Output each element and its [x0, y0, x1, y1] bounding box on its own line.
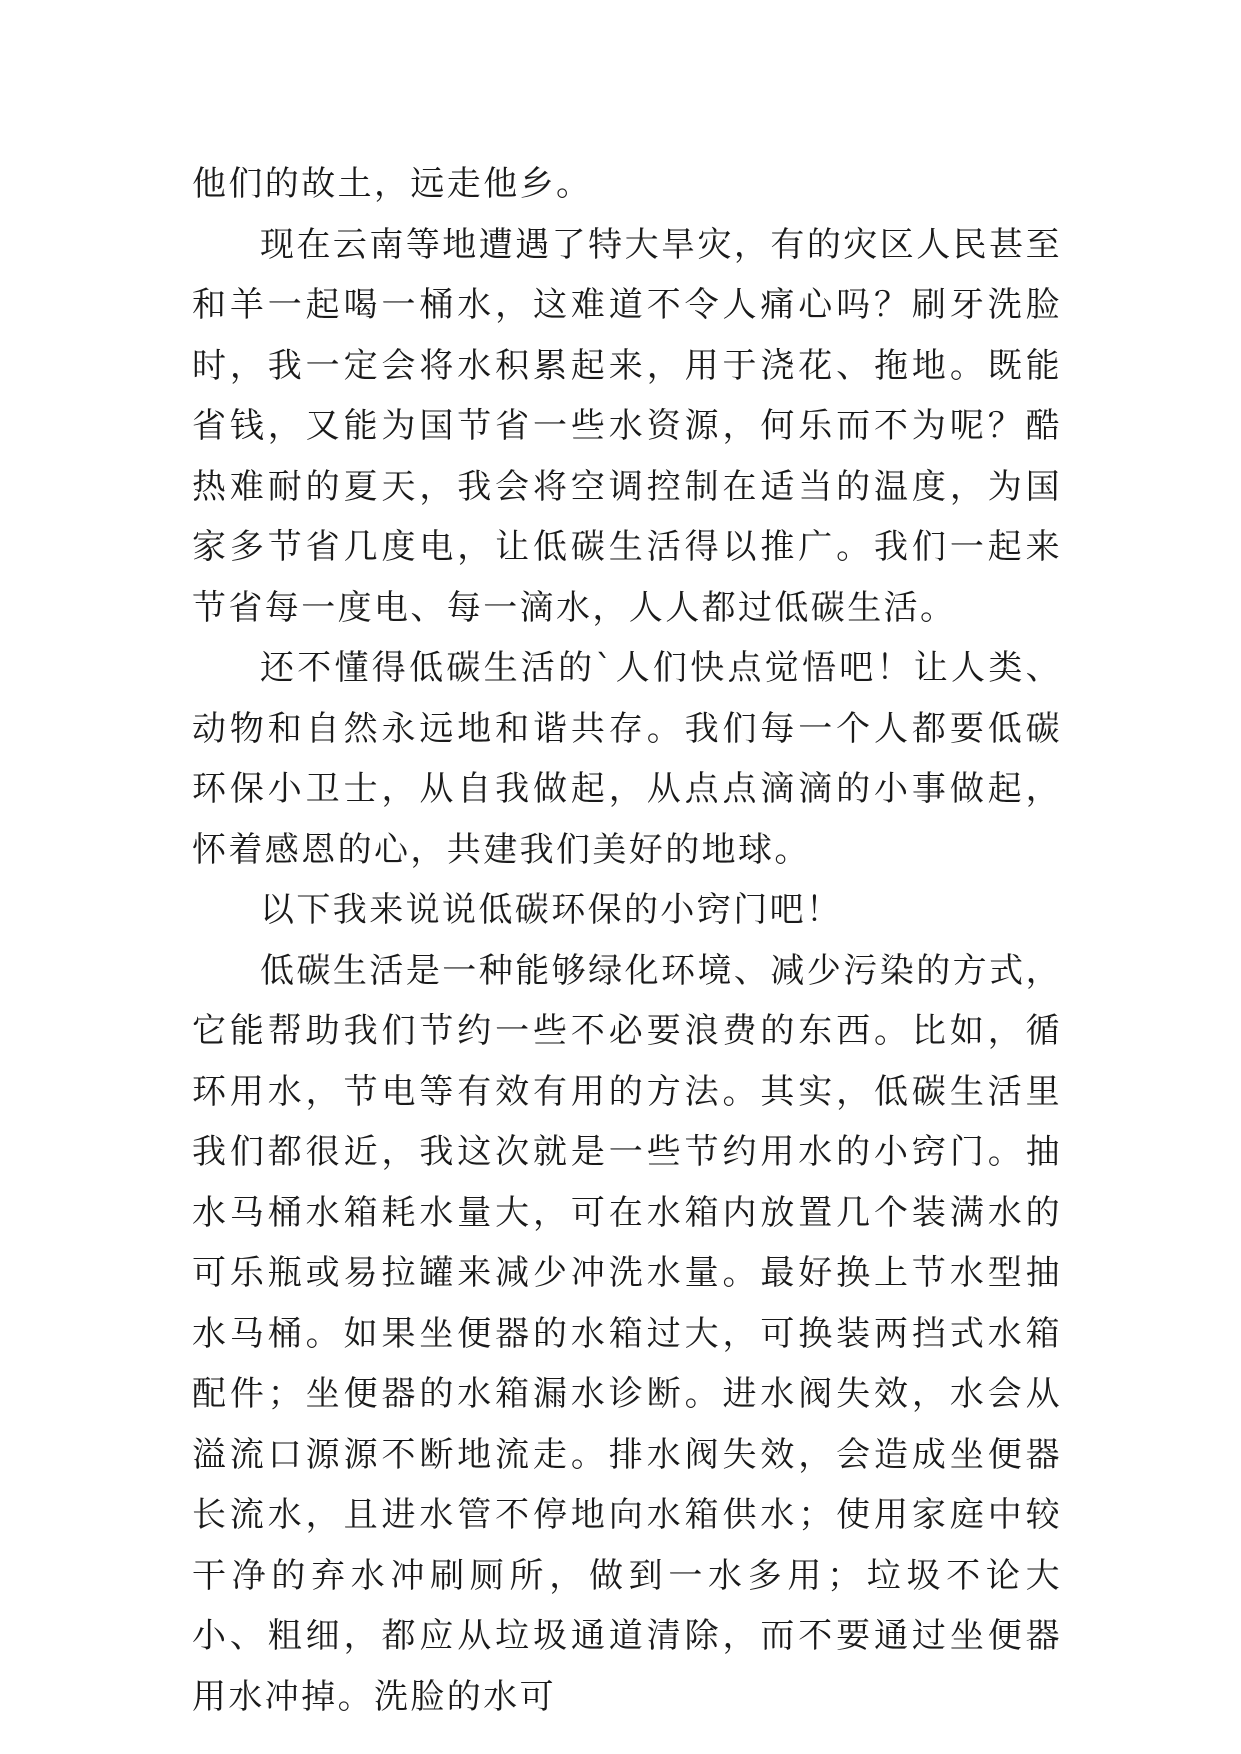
document-body [192, 154, 1062, 1727]
paragraph-continuation: 他们的故土，远走他乡。 [192, 164, 593, 204]
paragraph-water-saving-tips: 低碳生活是一种能够绿化环境、减少污染的方式，它能帮助我们节约一些不必要浪费的东西。比如，循环用水，节电等有效有用的方法。其实，低碳生活里我们都很近，我这次就是一些节约用水的小窍门。抽水马桶水箱耗水量大，可在水箱内放置几个装满水的可乐瓶或易拉罐来减少冲洗水量。最好换上节水型抽水马桶。如果坐便器的水箱过大，可换装两挡式水箱配件；坐便器的水箱漏水诊断。进水阀失效，水会从溢流口源源不断地流走。排水阀失效，会造成坐便器长流水，且进水管不停地向水箱供水；使用家庭中较干净的弃水冲刷厕所，做到一水多用；垃圾不论大小、粗细，都应从垃圾通道清除，而不要通过坐便器用水冲掉。洗脸的水可 [192, 950, 1062, 1717]
paragraph-tips-intro: 以下我来说说低碳环保的小窍门吧！ [260, 890, 843, 930]
paragraph-awakening: 还不懂得低碳生活的`人们快点觉悟吧！让人类、动物和自然永远地和谐共存。我们每一个人都要低碳环保小卫士，从自我做起，从点点滴滴的小事做起，怀着感恩的心，共建我们美好的地球。 [192, 648, 1062, 870]
paragraph-drought: 现在云南等地遭遇了特大旱灾，有的灾区人民甚至和羊一起喝一桶水，这难道不令人痛心吗？刷牙洗脸时，我一定会将水积累起来，用于浇花、拖地。既能省钱，又能为国节省一些水资源，何乐而不为呢？酷热难耐的夏天，我会将空调控制在适当的温度，为国家多节省几度电，让低碳生活得以推广。我们一起来节省每一度电、每一滴水，人人都过低碳生活。 [192, 224, 1062, 628]
